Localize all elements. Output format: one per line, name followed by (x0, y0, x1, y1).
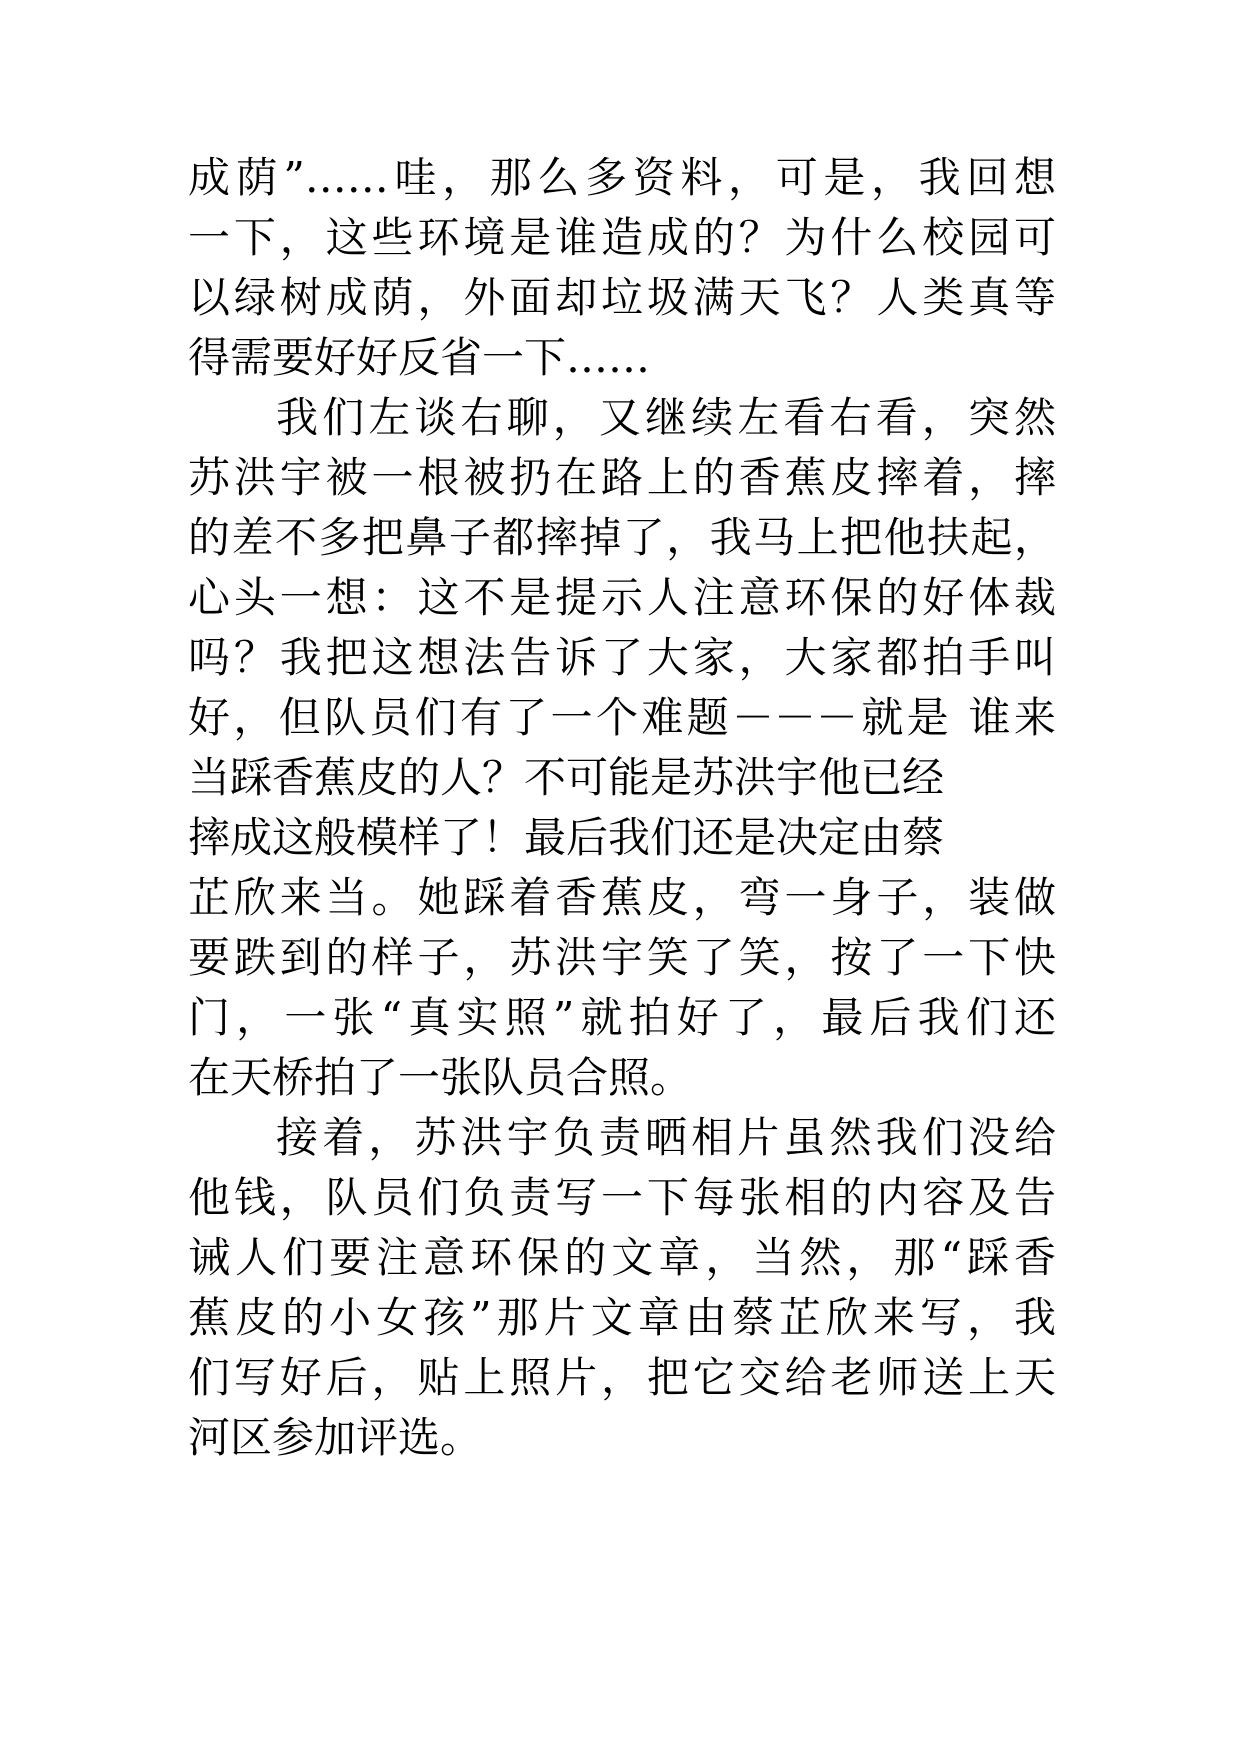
text-line: 接着，苏洪宇负责晒相片虽然我们没给 (276, 1113, 1056, 1162)
text-line: 我们左谈右聊，又继续左看右看，突然 (276, 393, 1056, 442)
text-line: 摔成这般模样了！最后我们还是决定由蔡 (188, 813, 945, 862)
text-line: 在天桥拍了一张队员合照。 (188, 1053, 693, 1102)
text-line: 一下，这些环境是谁造成的？为什么校园可 (188, 213, 1056, 262)
text-line: 好，但队员们有了一个难题－－－就是 谁来 (188, 693, 1056, 742)
text-line: 芷欣来当。她踩着香蕉皮，弯一身子，装做 (188, 873, 1056, 922)
text-line: 得需要好好反省一下…… (188, 333, 651, 382)
text-line: 以绿树成荫，外面却垃圾满天飞？人类真等 (188, 273, 1056, 322)
text-line: 他钱，队员们负责写一下每张相的内容及告 (188, 1173, 1056, 1222)
text-line: 们写好后，贴上照片，把它交给老师送上天 (188, 1353, 1056, 1402)
text-line: 的差不多把鼻子都摔掉了，我马上把他扶起， (188, 513, 1056, 562)
text-line: 门，一张“真实照”就拍好了，最后我们还 (188, 993, 1056, 1042)
body-text (188, 148, 1056, 1468)
text-line: 心头一想：这不是提示人注意环保的好体裁 (188, 573, 1056, 622)
text-line: 苏洪宇被一根被扔在路上的香蕉皮摔着，摔 (188, 453, 1056, 502)
text-line: 河区参加评选。 (188, 1413, 483, 1462)
text-line: 蕉皮的小女孩”那片文章由蔡芷欣来写，我 (188, 1293, 1056, 1342)
text-line: 要跌到的样子，苏洪宇笑了笑，按了一下快 (188, 933, 1056, 982)
text-line: 成荫”……哇，那么多资料，可是，我回想 (188, 153, 1056, 202)
text-line: 当踩香蕉皮的人？不可能是苏洪宇他已经 (188, 753, 945, 802)
text-line: 吗？我把这想法告诉了大家，大家都拍手叫 (188, 633, 1056, 682)
text-line: 诫人们要注意环保的文章，当然，那“踩香 (188, 1233, 1056, 1282)
